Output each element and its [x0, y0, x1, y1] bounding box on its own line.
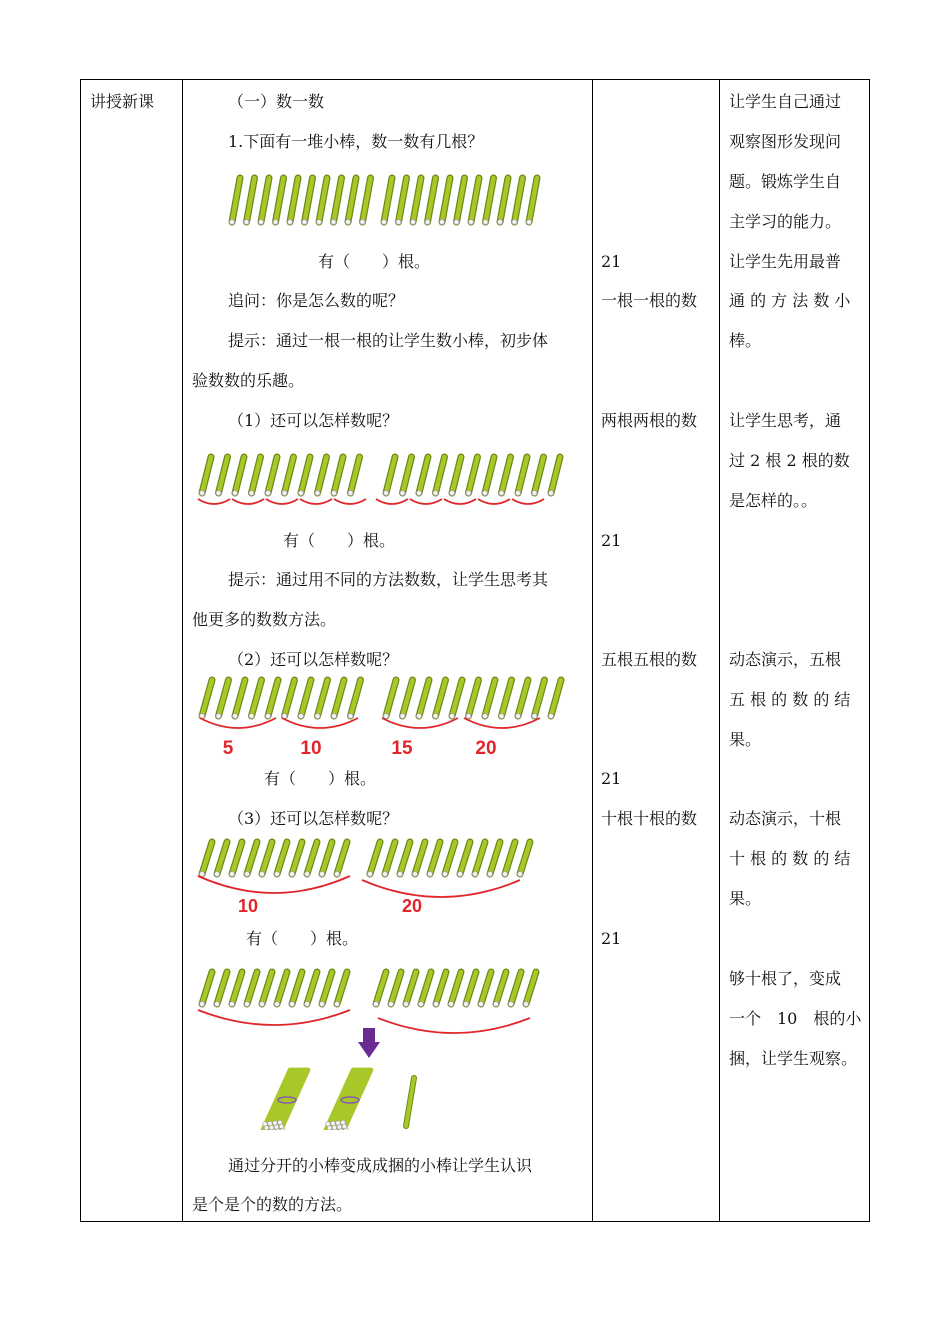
- down-arrow-shaft: [363, 1028, 375, 1042]
- stick: [199, 972, 212, 1007]
- stick: [345, 178, 356, 225]
- note-2-line-1: 让学生先用最普: [729, 252, 842, 271]
- stick: [383, 457, 395, 496]
- sticks-image-fives: [190, 674, 583, 758]
- stick: [258, 178, 269, 225]
- note-1-line-2: 观察图形发现问: [729, 132, 842, 151]
- stick: [319, 972, 332, 1007]
- note-1-line-4: 主学习的能力。: [729, 212, 842, 231]
- stick: [532, 680, 545, 719]
- note-1-line-1: 让学生自己通过: [729, 92, 842, 111]
- stick: [229, 178, 240, 225]
- question-b-answer: 有（ ）根。: [264, 769, 377, 788]
- stick: [523, 972, 536, 1007]
- count-label: 10: [237, 896, 259, 916]
- stick: [214, 972, 227, 1007]
- stick: [515, 457, 527, 496]
- note-5-line-1: 动态演示，十根: [729, 809, 842, 828]
- stick: [304, 842, 317, 877]
- stick: [416, 457, 428, 496]
- answer-4: 21: [601, 929, 622, 948]
- question-1-answer: 有（ ）根。: [318, 252, 431, 271]
- count-label: 10: [300, 738, 322, 758]
- stick: [416, 680, 429, 719]
- stick: [403, 972, 416, 1007]
- question-1: 1.下面有一堆小棒，数一数有几根？: [228, 132, 484, 151]
- stick: [334, 972, 347, 1007]
- stick: [298, 457, 310, 496]
- stick: [232, 680, 245, 719]
- section-heading: （一）数一数: [228, 92, 325, 111]
- red-brace: [200, 718, 276, 728]
- red-brace: [334, 499, 366, 504]
- stick: [244, 972, 257, 1007]
- stick: [382, 842, 395, 877]
- count-label: 20: [475, 738, 497, 758]
- stick: [367, 842, 380, 877]
- bundle-image: [190, 966, 583, 1130]
- stick: [348, 457, 360, 496]
- count-label: 20: [401, 896, 423, 916]
- red-brace: [512, 499, 544, 504]
- stick: [373, 972, 386, 1007]
- stick: [442, 842, 455, 877]
- sticks-image-tens-drawing: [190, 836, 548, 916]
- stick: [493, 972, 506, 1007]
- stick: [433, 972, 446, 1007]
- stick: [249, 680, 262, 719]
- method-3: 五根五根的数: [601, 650, 698, 669]
- stick: [274, 842, 287, 877]
- stick: [289, 972, 302, 1007]
- stick: [289, 842, 302, 877]
- red-brace: [362, 880, 520, 897]
- section-label: 讲授新课: [90, 92, 155, 111]
- stick: [457, 842, 470, 877]
- red-brace: [410, 499, 442, 504]
- stick: [482, 457, 494, 496]
- red-brace: [198, 1010, 350, 1025]
- stick: [216, 457, 228, 496]
- sticks-image-pairs: [190, 451, 583, 511]
- method-1: 一根一根的数: [601, 291, 698, 310]
- red-brace: [300, 499, 332, 504]
- question-a-answer: 有（ ）根。: [283, 531, 396, 550]
- stick: [478, 972, 491, 1007]
- method-2: 两根两根的数: [601, 411, 698, 430]
- stick: [517, 842, 530, 877]
- stick: [216, 680, 229, 719]
- red-brace: [378, 1018, 530, 1033]
- stick: [499, 457, 511, 496]
- stick: [274, 972, 287, 1007]
- stick: [497, 178, 508, 225]
- note-2-line-2: 通 的 方 法 数 小: [729, 291, 851, 310]
- note-6-line-2: 一个 10 根的小: [729, 1009, 862, 1028]
- stick: [466, 680, 479, 719]
- stick: [466, 457, 478, 496]
- note-6-line-1: 够十根了，变成: [729, 969, 842, 988]
- closing-line-1: 通过分开的小棒变成成捆的小棒让学生认识: [228, 1156, 533, 1175]
- stick: [412, 842, 425, 877]
- count-label: 5: [222, 738, 234, 758]
- note-4-line-1: 动态演示，五根: [729, 650, 842, 669]
- stick: [400, 457, 412, 496]
- note-4-line-3: 果。: [729, 730, 762, 749]
- bundle-image-drawing: [190, 966, 583, 1130]
- stick: [331, 680, 344, 719]
- stick: [334, 842, 347, 877]
- closing-line-2: 是个是个的数的方法。: [192, 1195, 353, 1214]
- stick: [515, 680, 528, 719]
- stick: [244, 178, 255, 225]
- stick: [548, 680, 561, 719]
- stick: [439, 178, 450, 225]
- stick: [348, 680, 361, 719]
- stick: [381, 178, 392, 225]
- stick: [232, 457, 244, 496]
- red-brace: [198, 499, 230, 504]
- red-brace: [198, 876, 350, 893]
- stick: [298, 680, 311, 719]
- note-3-line-2: 过 2 根 2 根的数: [729, 451, 850, 470]
- stick: [304, 972, 317, 1007]
- note-1-line-3: 题。锻炼学生自: [729, 172, 842, 191]
- stick: [265, 457, 277, 496]
- stick: [315, 457, 327, 496]
- hint-1-line-1: 提示：通过一根一根的让学生数小棒，初步体: [228, 331, 549, 350]
- red-brace: [232, 499, 264, 504]
- note-3-line-3: 是怎样的。。: [729, 491, 818, 510]
- stick: [482, 680, 495, 719]
- stick: [282, 457, 294, 496]
- answer-3: 21: [601, 769, 622, 788]
- stick: [502, 842, 515, 877]
- stick: [273, 178, 284, 225]
- stick: [468, 178, 479, 225]
- method-4: 十根十根的数: [601, 809, 698, 828]
- hint-2-line-2: 他更多的数数方法。: [192, 610, 337, 629]
- stick: [199, 842, 212, 877]
- note-4-line-2: 五 根 的 数 的 结: [729, 690, 851, 709]
- stick: [319, 842, 332, 877]
- note-5-line-2: 十 根 的 数 的 结: [729, 849, 851, 868]
- stick: [448, 972, 461, 1007]
- note-6-line-3: 捆，让学生观察。: [729, 1049, 858, 1068]
- stick: [315, 680, 328, 719]
- column-divider: [719, 80, 720, 1221]
- stick: [472, 842, 485, 877]
- stick: [463, 972, 476, 1007]
- note-5-line-3: 果。: [729, 889, 762, 908]
- stick: [508, 972, 521, 1007]
- stick: [249, 457, 261, 496]
- down-arrow-icon: [358, 1042, 380, 1058]
- stick: [418, 972, 431, 1007]
- answer-2: 21: [601, 531, 622, 550]
- stick: [331, 178, 342, 225]
- stick: [396, 178, 407, 225]
- sticks-image-fives-drawing: [190, 674, 583, 758]
- red-brace: [266, 499, 298, 504]
- stick: [259, 842, 272, 877]
- stick: [548, 457, 560, 496]
- note-3-line-1: 让学生思考，通: [729, 411, 842, 430]
- question-c-answer: 有（ ）根。: [246, 929, 359, 948]
- stick: [199, 457, 211, 496]
- sticks-image-1-drawing: [226, 172, 550, 228]
- stick: [425, 178, 436, 225]
- red-brace: [444, 499, 476, 504]
- hint-2-line-1: 提示：通过用不同的方法数数，让学生思考其: [228, 570, 549, 589]
- red-brace: [464, 718, 540, 728]
- sticks-image-1: [226, 172, 550, 228]
- column-divider: [592, 80, 593, 1221]
- stick: [449, 680, 462, 719]
- stick: [483, 178, 494, 225]
- stick-end: [281, 1128, 286, 1130]
- stick: [229, 972, 242, 1007]
- question-a: （1）还可以怎样数呢？: [228, 411, 399, 430]
- stick: [397, 842, 410, 877]
- stick: [410, 178, 421, 225]
- stick: [229, 842, 242, 877]
- count-label: 15: [391, 738, 413, 758]
- stick: [532, 457, 544, 496]
- sticks-image-tens: [190, 836, 548, 916]
- stick: [360, 178, 371, 225]
- stick: [487, 842, 500, 877]
- stick: [499, 680, 512, 719]
- stick: [427, 842, 440, 877]
- stick: [512, 178, 523, 225]
- stick: [383, 680, 396, 719]
- stick: [287, 178, 298, 225]
- stick: [265, 680, 278, 719]
- sticks-image-pairs-drawing: [190, 451, 583, 511]
- stick: [449, 457, 461, 496]
- stick: [316, 178, 327, 225]
- red-brace: [478, 499, 510, 504]
- stick: [433, 680, 446, 719]
- stick: [526, 178, 537, 225]
- answer-1: 21: [601, 252, 622, 271]
- stick: [244, 842, 257, 877]
- red-brace: [382, 718, 458, 728]
- stick: [388, 972, 401, 1007]
- stick: [400, 680, 413, 719]
- stick: [331, 457, 343, 496]
- followup-question: 追问：你是怎么数的呢？: [228, 291, 405, 310]
- stick: [302, 178, 313, 225]
- stick: [259, 972, 272, 1007]
- stick: [454, 178, 465, 225]
- question-b: （2）还可以怎样数呢？: [228, 650, 399, 669]
- question-c: （3）还可以怎样数呢？: [228, 809, 399, 828]
- stick: [199, 680, 212, 719]
- red-brace: [376, 499, 408, 504]
- stick: [433, 457, 445, 496]
- stick: [282, 680, 295, 719]
- red-brace: [282, 718, 358, 728]
- stick: [214, 842, 227, 877]
- note-2-line-3: 棒。: [729, 331, 762, 350]
- hint-1-line-2: 验数数的乐趣。: [192, 371, 305, 390]
- column-divider: [182, 80, 183, 1221]
- stick-end: [344, 1128, 349, 1130]
